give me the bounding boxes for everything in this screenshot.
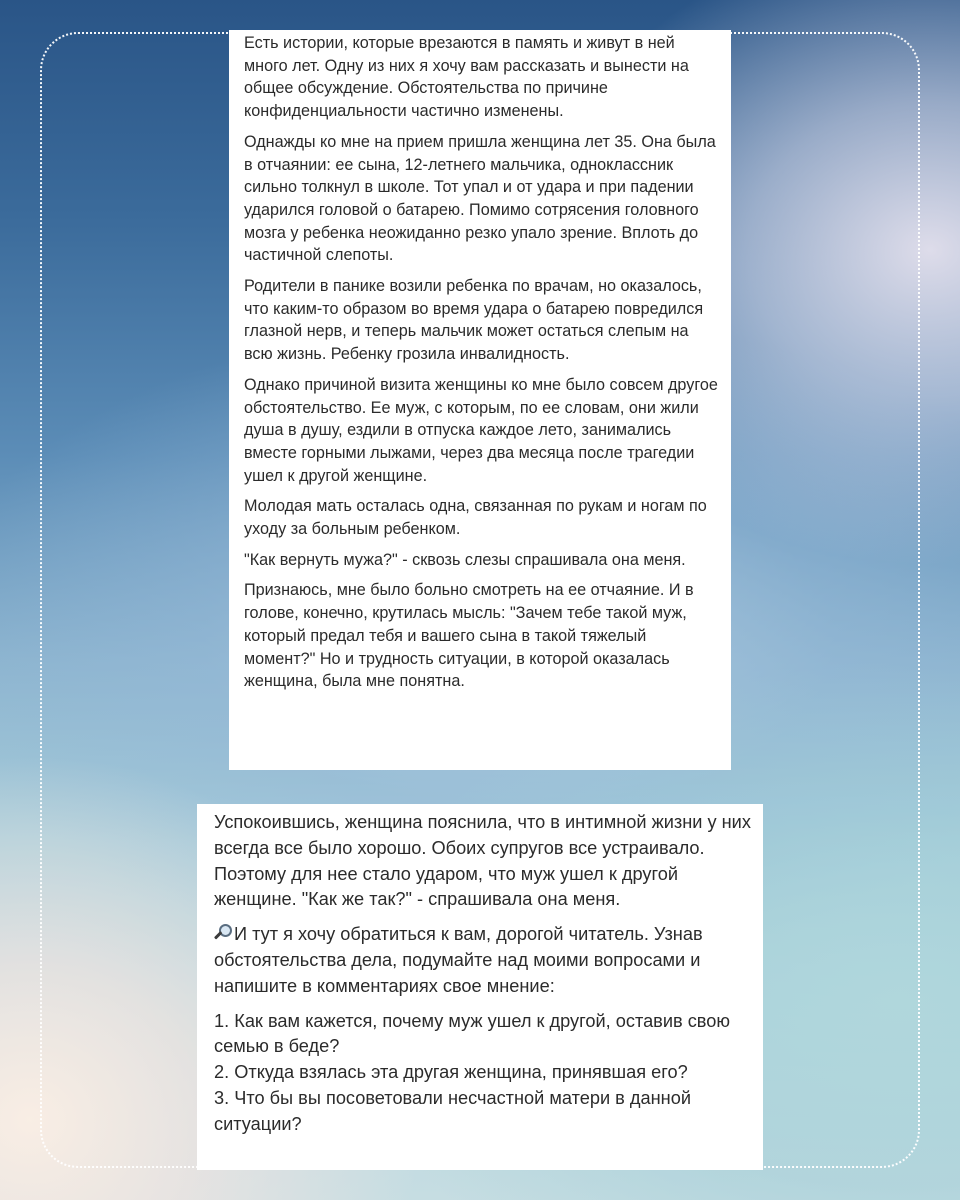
- story-card-top: [229, 30, 731, 770]
- story-paragraph: "Как вернуть мужа?" - сквозь слезы спрашивала она меня.: [244, 550, 686, 569]
- story-paragraph: Однажды ко мне на прием пришла женщина лет 35. Она была в отчаянии: ее сына, 12-летнего мальчика, одноклассник сильно толкнул в школе. Тот упал и от удара и при падении ударился головой о батарею. Помимо сотрясения головного мозга у ребенка неожиданно резко упало зрение. Вплоть до частичной слепоты.: [244, 132, 716, 265]
- story-paragraph: Признаюсь, мне было больно смотреть на ее отчаяние. И в голове, конечно, крутилась мысль: "Зачем тебе такой муж, который предал тебя и вашего сына в такой тяжелый момент?" Но и трудность ситуации, в которой оказалась женщина, была мне понятна.: [244, 581, 694, 691]
- story-paragraph: Однако причиной визита женщины ко мне было совсем другое обстоятельство. Ее муж, с которым, по ее словам, они жили душа в душу, ездили в отпуска каждое лето, занимались вместе горными лыжами, через два месяца после трагедии ушел к другой женщине.: [244, 375, 718, 485]
- question-item: 1. Как вам кажется, почему муж ушел к другой, оставив свою семью в беде?: [214, 1010, 731, 1057]
- story-paragraph: Есть истории, которые врезаются в память и живут в ней много лет. Одну из них я хочу вам рассказать и вынести на общее обсуждение. Обстоятельства по причине конфиденциальности частично изменены.: [244, 34, 689, 121]
- reader-appeal-paragraph: [214, 922, 751, 999]
- story-paragraph: Родители в панике возили ребенка по врачам, но оказалось, что каким-то образом во время удара о батарею повредился глазной нерв, и теперь мальчик может остаться слепым на всю жизнь. Ребенку грозила инвалидность.: [244, 277, 704, 364]
- story-paragraph: Успокоившись, женщина пояснила, что в интимной жизни у них всегда все было хорошо. Обоих супругов все устраивало. Поэтому для нее стало ударом, что муж ушел к другой женщине. "Как же так?" - спрашивала она меня.: [214, 812, 751, 910]
- questions-list: [214, 1009, 751, 1138]
- reader-appeal-text: И тут я хочу обратиться к вам, дорогой читатель. Узнав обстоятельства дела, подумайте над моими вопросами и напишите в комментариях свое мнение:: [214, 924, 703, 996]
- story-paragraph: Молодая мать осталась одна, связанная по рукам и ногам по уходу за больным ребенком.: [244, 497, 707, 539]
- question-item: 3. Что бы вы посоветовали несчастной матери в данной ситуации?: [214, 1087, 691, 1134]
- question-item: 2. Откуда взялась эта другая женщина, принявшая его?: [214, 1062, 688, 1083]
- story-card-bottom: [197, 804, 763, 1170]
- magnifying-glass-icon: [214, 924, 232, 942]
